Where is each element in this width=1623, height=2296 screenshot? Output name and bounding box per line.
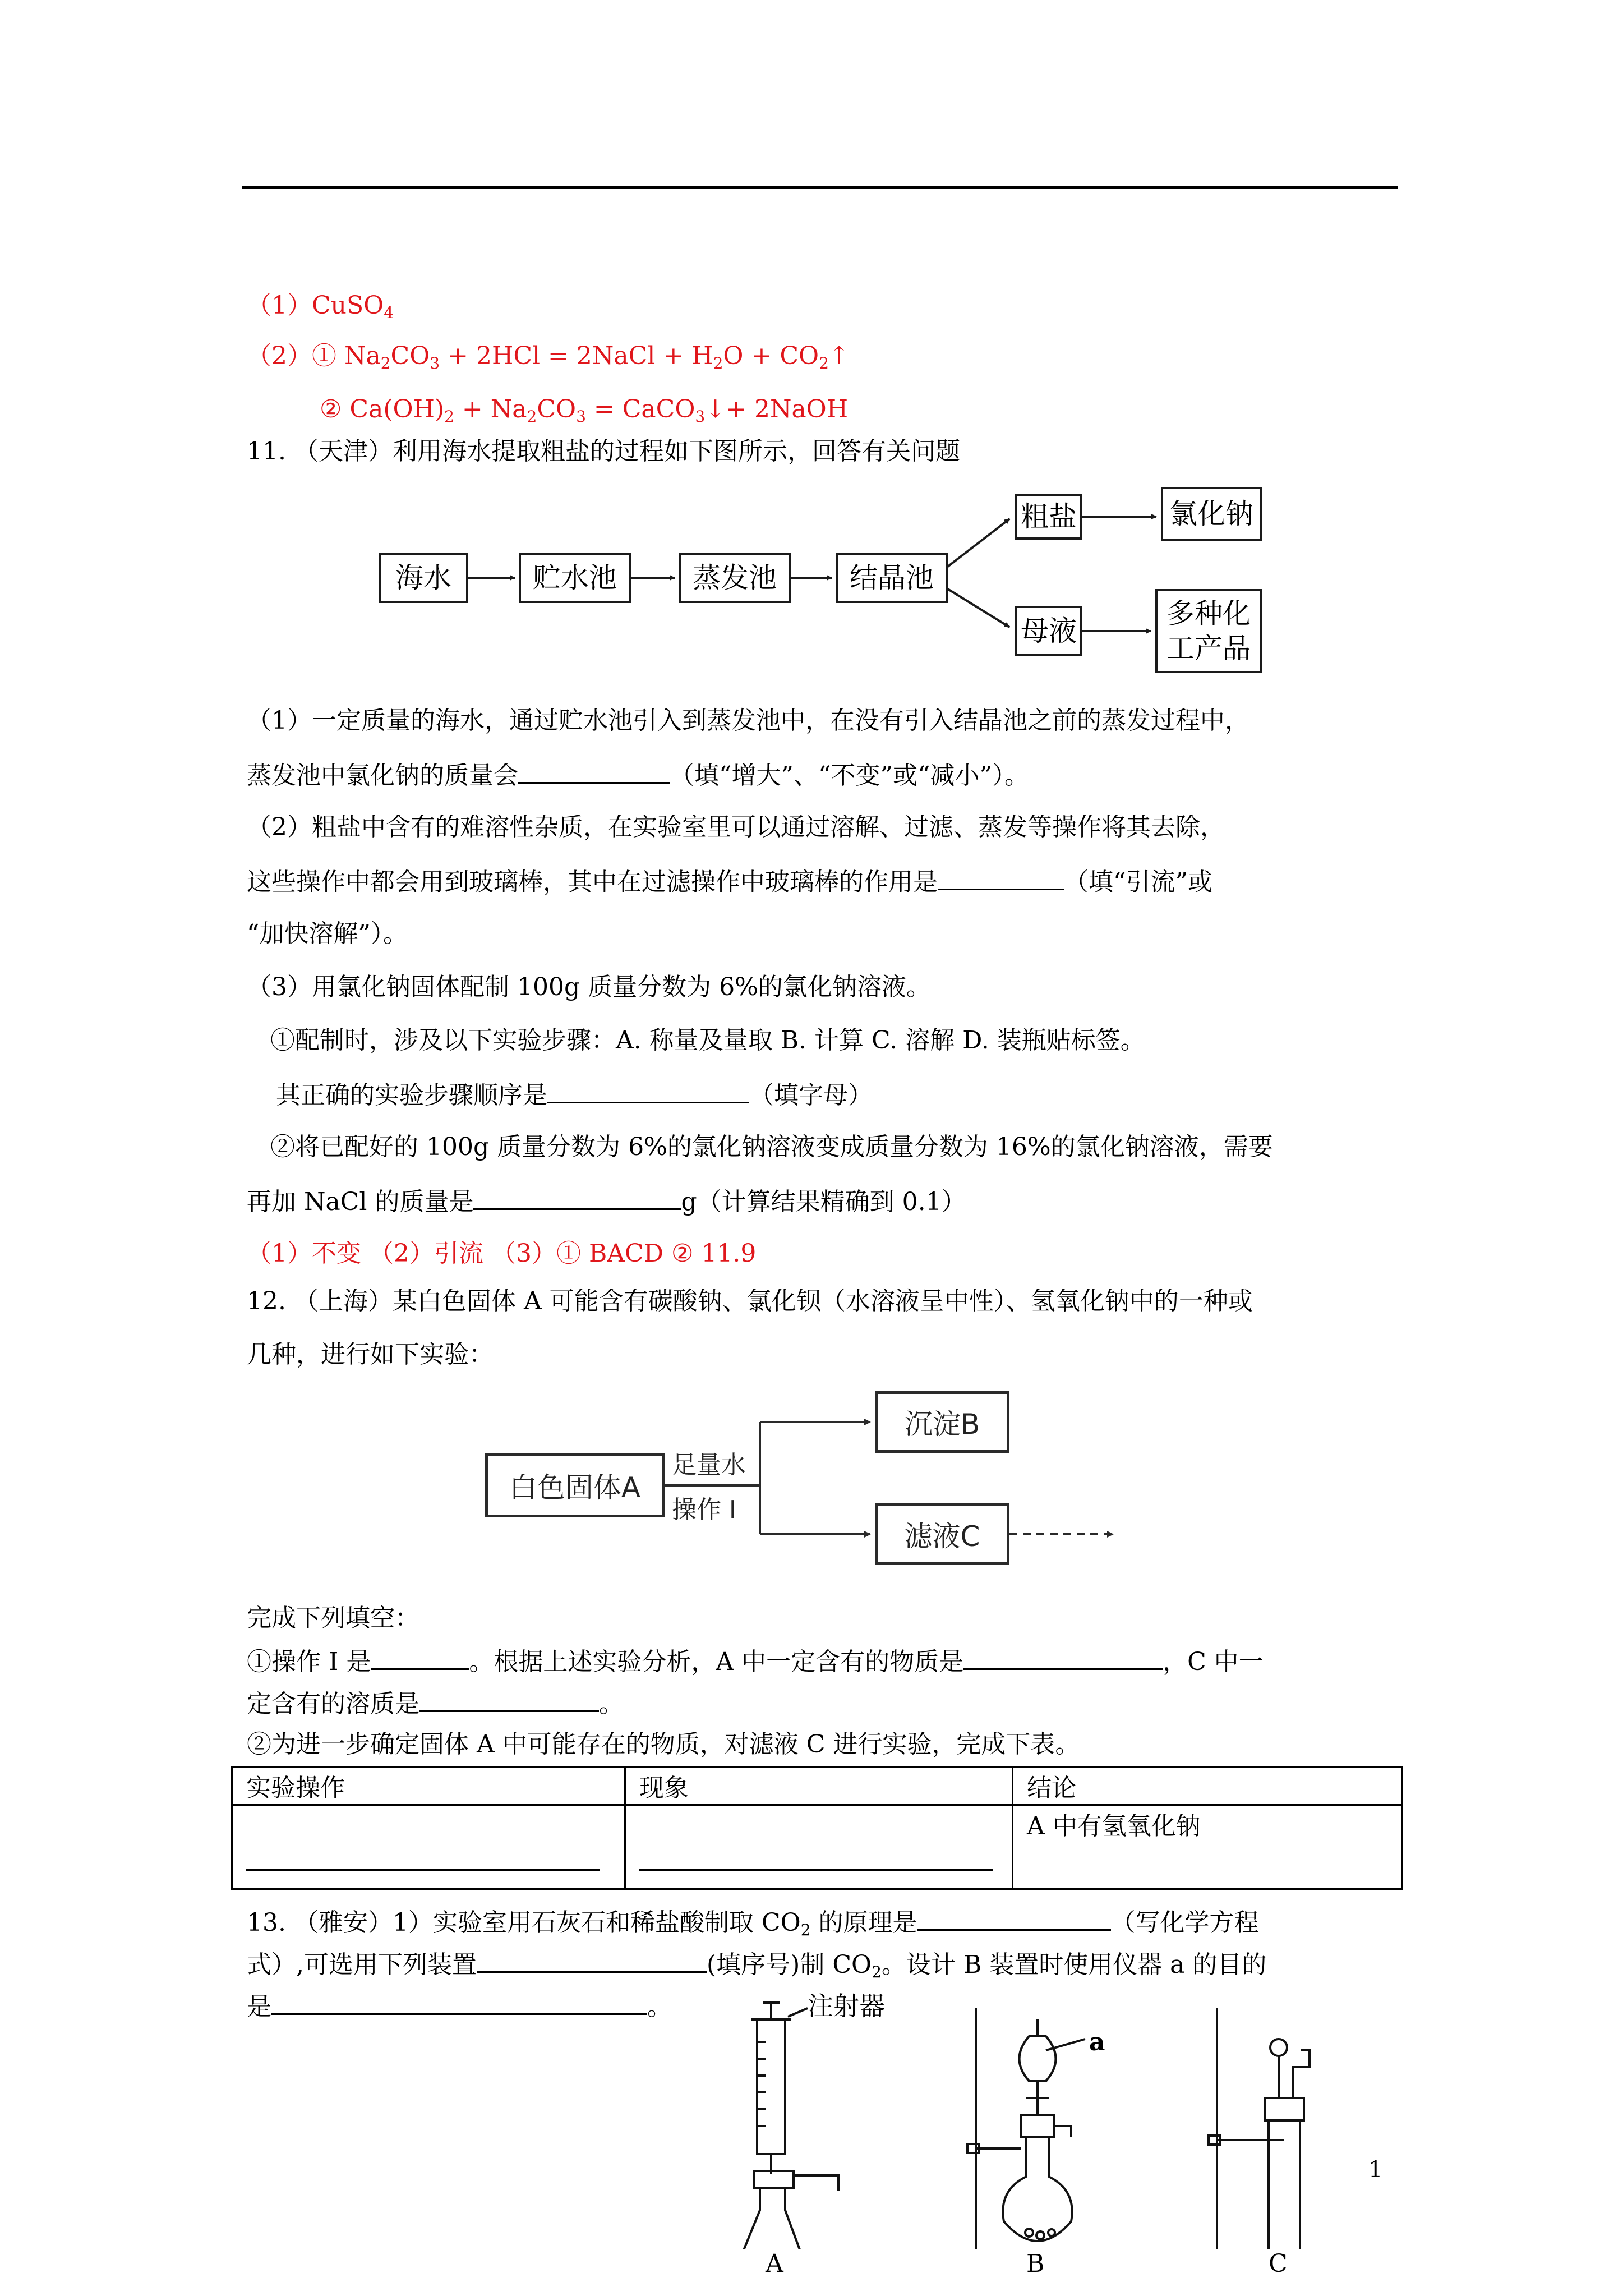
blank-q11-4[interactable] [473,1184,681,1210]
blank-q12-op[interactable] [246,1844,600,1871]
flow-evaporation: 蒸发池 [679,553,791,603]
blank-q13-1[interactable] [917,1904,1111,1931]
table-header-operation: 实验操作 [232,1767,625,1805]
q12-line1: 12. （上海）某白色固体 A 可能含有碳酸钠、氯化钡（水溶液呈中性）、氢氧化钠中的一种或 [247,1287,1253,1315]
page-number: 1 [1368,2157,1383,2183]
q13-line3: 是 。 [247,1989,672,2024]
apparatus-a-syringe-flask [729,2003,838,2249]
syringe-label: 注射器 [808,1991,885,2021]
apparatus-b-stand-flask [959,2008,1094,2249]
q11-part1-line2: 蒸发池中氯化钠的质量会 （填“增大”、“不变”或“减小”）。 [247,757,1029,793]
blank-q12-phen[interactable] [639,1844,993,1871]
table-header-conclusion: 结论 [1013,1767,1403,1805]
flow-crystallizer: 结晶池 [836,553,948,603]
flow-operation-label: 操作 I [672,1496,736,1524]
apparatus-a-label: A [766,2249,783,2278]
q11-part2-line3: “加快溶解”）。 [247,919,408,948]
q12-line2: 几种，进行如下实验： [247,1340,494,1369]
blank-q11-3[interactable] [547,1077,749,1103]
flow-chemical-products: 多种化 工产品 [1155,589,1262,673]
flow-sodium-chloride: 氯化钠 [1161,487,1262,541]
table-header-phenomenon: 现象 [625,1767,1013,1805]
instrument-a-label: a [1089,2028,1105,2056]
flow-mother-liquor: 母液 [1015,606,1082,656]
blank-q11-1[interactable] [518,757,670,784]
blank-q11-2[interactable] [938,864,1064,890]
blank-q12-1[interactable] [371,1644,469,1670]
q13-line1: 13. （雅安）1）实验室用石灰石和稀盐酸制取 $CO_2$ 的原理是 （写化学方程 [247,1904,1259,1940]
answer-q11: （1）不变 （2）引流 （3）① BACD ② 11.9 [247,1239,757,1268]
q11-part2-line2: 这些操作中都会用到玻璃棒，其中在过滤操作中玻璃棒的作用是 （填“引流”或 [247,864,1212,899]
q11-title: 11. （天津）利用海水提取粗盐的过程如下图所示，回答有关问题 [247,437,960,466]
flow-arrows-q12 [0,1346,1623,1599]
flow-arrows-q11 [0,0,1623,729]
apparatus-c-stand-tube [1200,2008,1335,2249]
answer-q10-2: （2）① $Na_2CO_3 + 2HCl$ = 2NaCl + $H_2O$ + $CO_2↑$ [247,342,850,372]
q13-line2: 式）,可选用下列装置 (填序号)制 $CO_2$。设计 B 装置时使用仪器 a 的目的 [247,1947,1266,1982]
flow-precipitate-b: 沉淀B [875,1391,1009,1453]
table-cell-conclusion: A 中有氢氧化钠 [1013,1805,1403,1889]
apparatus-c-label: C [1269,2249,1288,2278]
q11-part3-line2: ①配制时，涉及以下实验步骤：A. 称量及量取 B. 计算 C. 溶解 D. 装瓶贴标签。 [270,1026,1145,1055]
q11-part2-line1: （2）粗盐中含有的难溶性杂质，在实验室里可以通过溶解、过滤、蒸发等操作将其去除， [247,813,1225,841]
q11-part3-line1: （3）用氯化钠固体配制 100g 质量分数为 6%的氯化钠溶液。 [247,973,931,1001]
flow-white-solid-a: 白色固体A [485,1453,665,1517]
flow-water-label: 足量水 [672,1451,746,1479]
flow-reservoir: 贮水池 [519,553,631,603]
q12-sentence-3: ②为进一步确定固体 A 中可能存在的物质，对滤液 C 进行实验，完成下表。 [247,1730,1080,1759]
flow-filtrate-c: 滤液C [875,1503,1009,1565]
q11-part3-line3: 其正确的实验步骤顺序是 （填字母） [276,1077,873,1112]
q12-sentence-1: ①操作 I 是 。根据上述实验分析，A 中一定含有的物质是 ，C 中一 [247,1644,1264,1679]
q12-sentence-2: 定含有的溶质是 。 [247,1686,624,1721]
q11-part1-line1: （1）一定质量的海水，通过贮水池引入到蒸发池中，在没有引入结晶池之前的蒸发过程中， [247,706,1249,735]
q11-part3-line5: 再加 NaCl 的质量是 g（计算结果精确到 0.1） [247,1184,966,1219]
q12-fill-prompt: 完成下列填空： [247,1604,419,1632]
apparatus-drawings [0,1997,1623,2249]
flow-seawater: 海水 [379,553,468,603]
apparatus-b-label: B [1026,2249,1045,2278]
blank-q12-3[interactable] [419,1686,599,1712]
table-cell-operation[interactable] [232,1805,625,1889]
blank-q12-2[interactable] [963,1644,1163,1670]
blank-q13-2[interactable] [477,1947,707,1973]
q11-part3-line4: ②将已配好的 100g 质量分数为 6%的氯化钠溶液变成质量分数为 16%的氯化钠溶液，需要 [270,1133,1273,1161]
flow-crude-salt: 粗盐 [1015,494,1082,540]
answer-q10-3: ② $Ca(OH)_2 + Na_2CO_3$ = CaCO$_3$↓+ 2NaOH [320,395,849,426]
q12-experiment-table [231,1766,1403,1890]
answer-q10-1: （1）CuSO$_4$ [247,291,394,322]
table-cell-phenomenon[interactable] [625,1805,1013,1889]
